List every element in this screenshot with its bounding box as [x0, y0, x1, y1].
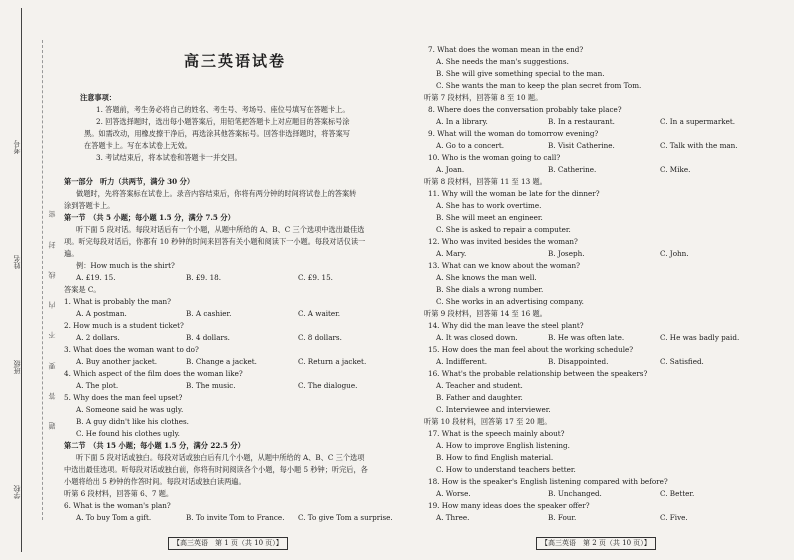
option: A. How to improve English listening.: [436, 441, 570, 450]
question-4: 4. Which aspect of the film does the woman like?: [64, 369, 243, 378]
section2-intro: 中选出最佳选项。听每段对话或独白前，你将有时间阅读各个小题，每小题 5 秒钟；听完后，各: [64, 465, 368, 474]
notice-line: 2. 回答选择题时，选出每小题答案后，用铅笔把答题卡上对应题目的答案标号涂: [96, 117, 350, 126]
option: B. A cashier.: [186, 309, 232, 318]
margin-banji: 班级: [13, 360, 21, 374]
section2-intro: 小题将给出 5 秒钟的作答时间。每段对话或独白读两遍。: [64, 477, 246, 486]
option: B. Disappointed.: [548, 357, 609, 366]
option: B. Change a jacket.: [186, 357, 257, 366]
option: B. She dials a wrong number.: [436, 285, 544, 294]
option: C. He found his clothes ugly.: [76, 429, 180, 438]
option: C. How to understand teachers better.: [436, 465, 576, 474]
option: C. She wants the man to keep the plan secret from Tom.: [436, 81, 642, 90]
question-5: 5. Why does the man feel upset?: [64, 393, 183, 402]
option: A. Worse.: [436, 489, 471, 498]
notice-line: 黑。如需改动，用橡皮擦干净后，再选涂其他答案标号。回答非选择题时，将答案写: [84, 129, 350, 138]
option: C. She is asked to repair a computer.: [436, 225, 571, 234]
option: C. She works in an advertising company.: [436, 297, 584, 306]
seal-char: 线: [48, 271, 56, 279]
margin-xuexiao: 学校: [13, 485, 21, 499]
seal-char: 答: [48, 392, 56, 400]
seal-text: [47, 190, 59, 430]
option: B. Visit Catherine.: [548, 141, 615, 150]
option: A. Three.: [436, 513, 470, 522]
section2-intro: 听下面 5 段对话或独白。每段对话或独白后有几个小题，从题中所给的 A、B、C 三个选项: [76, 453, 365, 462]
option: A. 2 dollars.: [76, 333, 120, 342]
option: C. Better.: [660, 489, 695, 498]
question-18: 18. How is the speaker's English listening compared with before?: [428, 477, 668, 486]
margin-xingming: 姓名: [13, 255, 21, 269]
option: C. Talk with the man.: [660, 141, 738, 150]
option: A. The plot.: [76, 381, 119, 390]
option: C. John.: [660, 249, 689, 258]
material-8: 听第 8 段材料，回答第 11 至 13 题。: [424, 177, 547, 186]
question-1: 1. What is probably the man?: [64, 297, 172, 306]
section1-intro: 遍。: [64, 249, 79, 258]
option: B. Unchanged.: [548, 489, 602, 498]
seal-char: 不: [48, 331, 56, 339]
material-9: 听第 9 段材料，回答第 14 至 16 题。: [424, 309, 547, 318]
option: B. 4 dollars.: [186, 333, 230, 342]
option: C. Five.: [660, 513, 688, 522]
option: B. He was often late.: [548, 333, 625, 342]
question-10: 10. Who is the woman going to call?: [428, 153, 561, 162]
option: B. Four.: [548, 513, 577, 522]
option: C. 8 dollars.: [298, 333, 342, 342]
margin-border: [21, 8, 22, 552]
seal-char: 题: [48, 422, 56, 430]
page-footer-right: 【高三英语 第 2 页（共 10 页）】: [536, 537, 656, 550]
option: A. She knows the man well.: [436, 273, 537, 282]
option: C. In a supermarket.: [660, 117, 736, 126]
seal-char: 要: [48, 362, 56, 370]
option: B. She will give something special to the man.: [436, 69, 605, 78]
option: A. Go to a concert.: [436, 141, 505, 150]
material-7: 听第 7 段材料，回答第 8 至 10 题。: [424, 93, 543, 102]
seal-char: 密: [48, 211, 56, 218]
notice-line: 1. 答题前，考生务必将自己的姓名、考生号、考场号、座位号填写在答题卡上。: [96, 105, 350, 114]
option: A. She has to work overtime.: [436, 201, 542, 210]
question-11: 11. Why will the woman be late for the dinner?: [428, 189, 600, 198]
option: C. Mike.: [660, 165, 691, 174]
question-8: 8. Where does the conversation probably take place?: [428, 105, 622, 114]
option: B. In a restaurant.: [548, 117, 615, 126]
example-option: A. £19. 15.: [76, 273, 116, 282]
question-16: 16. What's the probable relationship between the speakers?: [428, 369, 648, 378]
option: C. A waiter.: [298, 309, 341, 318]
notice-line: 在答题卡上。写在本试卷上无效。: [84, 141, 192, 150]
material-10: 听第 10 段材料，回答第 17 至 20 题。: [424, 417, 552, 426]
seal-line: [42, 40, 43, 520]
option: C. Return a jacket.: [298, 357, 367, 366]
option: A. Indifferent.: [436, 357, 487, 366]
option: A. Teacher and student.: [436, 381, 523, 390]
example-answer: 答案是 C。: [64, 285, 101, 294]
question-15: 15. How does the man feel about the working schedule?: [428, 345, 634, 354]
option: A. Someone said he was ugly.: [76, 405, 184, 414]
option: C. He was badly paid.: [660, 333, 740, 342]
option: A. She needs the man's suggestions.: [436, 57, 569, 66]
option: B. To invite Tom to France.: [186, 513, 285, 522]
question-7: 7. What does the woman mean in the end?: [428, 45, 584, 54]
notice-heading: 注意事项：: [80, 93, 116, 102]
question-19: 19. How many ideas does the speaker offer?: [428, 501, 590, 510]
option: C. The dialogue.: [298, 381, 358, 390]
page-footer-left: 【高三英语 第 1 页（共 10 页）】: [168, 537, 288, 550]
option: C. To give Tom a surprise.: [298, 513, 393, 522]
option: C. Interviewee and interviewer.: [436, 405, 551, 414]
option: B. Catherine.: [548, 165, 597, 174]
question-3: 3. What does the woman want to do?: [64, 345, 199, 354]
question-14: 14. Why did the man leave the steel plant?: [428, 321, 584, 330]
example-option: C. £9. 15.: [298, 273, 333, 282]
example-option: B. £9. 18.: [186, 273, 221, 282]
part1-intro: 涂到答题卡上。: [64, 201, 115, 210]
question-9: 9. What will the woman do tomorrow evening?: [428, 129, 599, 138]
option: C. Satisfied.: [660, 357, 704, 366]
option: B. How to find English material.: [436, 453, 554, 462]
part1-heading: 第一部分 听力（共两节，满分 30 分）: [64, 177, 195, 186]
option: B. The music.: [186, 381, 236, 390]
seal-char: 内: [48, 301, 56, 309]
option: B. Father and daughter.: [436, 393, 523, 402]
section1-intro: 项。听完每段对话后，你都有 10 秒钟的时间来回答有关小题和阅读下一小题。每段对话仅读一: [64, 237, 366, 246]
material-6: 听第 6 段材料，回答第 6、7 题。: [64, 489, 174, 498]
question-13: 13. What can we know about the woman?: [428, 261, 580, 270]
option: A. A postman.: [76, 309, 127, 318]
notice-line: 3. 考试结束后，将本试卷和答题卡一并交回。: [96, 153, 242, 162]
option: A. Mary.: [436, 249, 467, 258]
option: A. Joan.: [436, 165, 465, 174]
question-17: 17. What is the speech mainly about?: [428, 429, 565, 438]
section1-intro: 听下面 5 段对话。每段对话后有一个小题，从题中所给的 A、B、C 三个选项中选出最佳选: [76, 225, 365, 234]
section1-heading: 第一节 （共 5 小题；每小题 1.5 分，满分 7.5 分）: [64, 213, 235, 222]
seal-char: 封: [48, 241, 56, 249]
option: A. Buy another jacket.: [76, 357, 158, 366]
question-6: 6. What is the woman's plan?: [64, 501, 171, 510]
option: A. In a library.: [436, 117, 488, 126]
part1-intro: 做题时，先将答案标在试卷上。录音内容结束后，你将有两分钟的时间将试卷上的答案转: [76, 189, 357, 198]
option: B. A guy didn't like his clothes.: [76, 417, 189, 426]
page-title: 高三英语试卷: [183, 52, 286, 70]
option: B. Joseph.: [548, 249, 585, 258]
example-question: 例：How much is the shirt?: [76, 261, 175, 270]
question-2: 2. How much is a student ticket?: [64, 321, 184, 330]
option: A. To buy Tom a gift.: [76, 513, 152, 522]
margin-kaohao: 考号: [13, 140, 21, 154]
option: B. She will meet an engineer.: [436, 213, 543, 222]
section2-heading: 第二节 （共 15 小题；每小题 1.5 分，满分 22.5 分）: [64, 441, 245, 450]
question-12: 12. Who was invited besides the woman?: [428, 237, 578, 246]
option: A. It was closed down.: [436, 333, 518, 342]
